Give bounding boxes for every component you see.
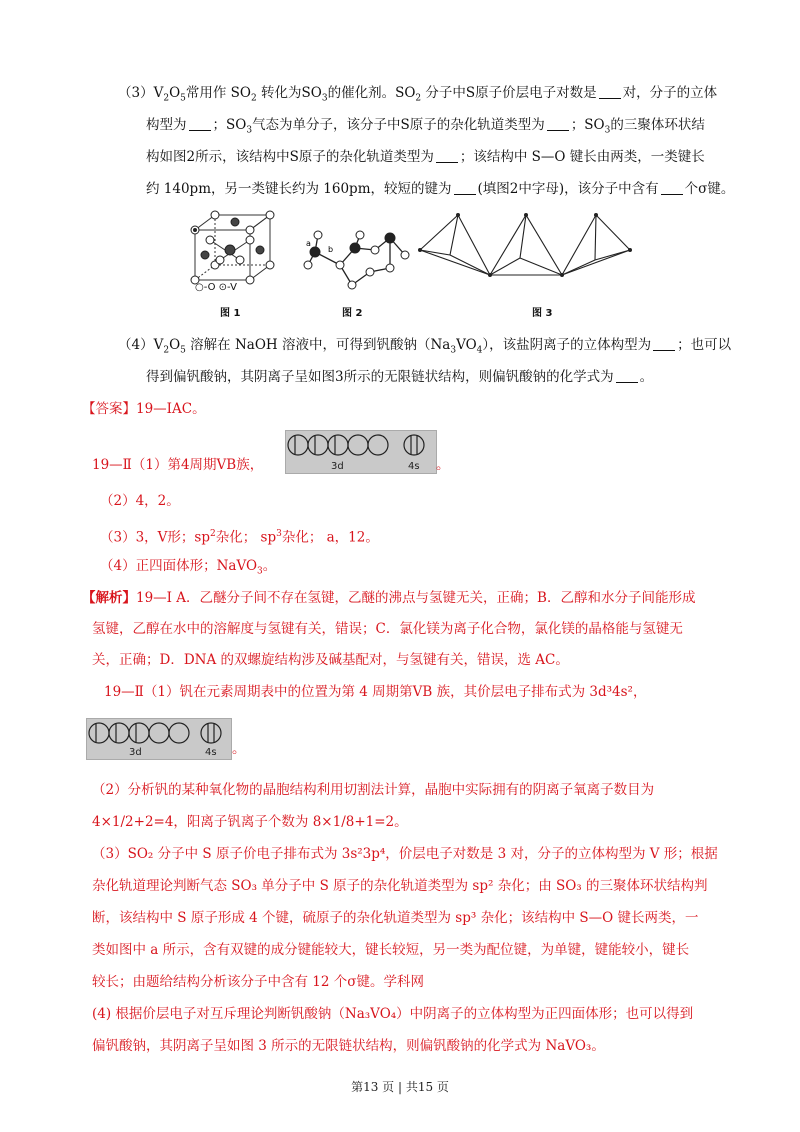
answer-blank [599, 84, 621, 99]
answer-line-4: （3）3，V形；$sp^2$杂化； $sp^3$杂化； a，12。 [100, 529, 379, 546]
fig3-label: 图 3 [532, 308, 553, 319]
answer-blank [547, 116, 569, 131]
fig1-legend: ○-O ⊙-V [195, 282, 237, 293]
answer-line-5: （4）正四面体形；NaVO$_3$。 [100, 558, 277, 577]
analysis-tag: 【解析】 [82, 590, 136, 606]
answer-blank [189, 116, 211, 131]
answer-blank [661, 180, 683, 195]
analysis-line-3: 关，正确；D．DNA 的双螺旋结构涉及碱基配对，与氢键有关，错误，选 AC。 [92, 652, 569, 668]
fig1-label: 图 1 [220, 308, 241, 319]
fig2-label-a: a [306, 239, 311, 248]
q3-line-4: 约 140pm，另一类键长约为 160pm，较短的键为 (填图2中字母)，该分子中含有 个σ键。 [146, 181, 735, 197]
orbital-3d-label: 3d [331, 461, 344, 472]
answer-line-3: （2）4，2。 [100, 493, 180, 509]
answer-blank [436, 148, 458, 163]
fig2-atoms [304, 231, 409, 289]
page-footer: 第13 页 | 共15 页 [351, 1080, 449, 1094]
answer-tag: 【答案】 [82, 401, 136, 417]
analysis-line-9: 杂化轨道理论判断气态 SO₃ 单分子中 S 原子的杂化轨道类型为 sp² 杂化；由 SO₃ 的三聚体环状结构判 [92, 878, 708, 894]
analysis-line-12: 较长；由题给结构分析该分子中含有 12 个σ键。学科网 [92, 974, 424, 990]
analysis-line-2: 氢键，乙醇在水中的溶解度与氢键有关，错误；C．氯化镁为离子化合物，氯化镁的晶格能与氢键无 [92, 621, 683, 637]
analysis-line-8: （3）SO₂ 分子中 S 原子价电子排布式为 3s²3p⁴，价层电子对数是 3 对，分子的立体构型为 V 形；根据 [92, 846, 718, 862]
orbital-4s-label-2: 4s [205, 747, 217, 758]
q4-line-2: 得到偏钒酸钠，其阴离子呈如图3所示的无限链状结构，则偏钒酸钠的化学式为 。 [146, 369, 654, 385]
fig2-label-b: b [328, 245, 334, 254]
analysis-line-4: 19—Ⅱ（1）钒在元素周期表中的位置为第 4 周期第ⅤB 族，其价层电子排布式为 3d³4s²， [104, 684, 647, 700]
analysis-orbital-diagram [86, 718, 232, 760]
answer-line-2-end: 。 [436, 457, 450, 473]
answer-blank [653, 336, 675, 351]
answer-orbital-diagram [285, 430, 437, 474]
analysis-line-11: 类如图中 a 所示，含有双键的成分键能较大，键长较短，另一类为配位键，为单键，键能较小，键长 [92, 942, 690, 958]
analysis-line-10: 断，该结构中 S 原子形成 4 个键，硫原子的杂化轨道类型为 sp³ 杂化；该结构中 S—O 键长两类，一 [92, 910, 699, 926]
fig3-chain [420, 215, 630, 275]
analysis-line-6: （2）分析钒的某种氧化物的晶胞结构利用切割法计算，晶胞中实际拥有的阴离子氧离子数目为 [92, 782, 655, 798]
answer-line-2: 19—Ⅱ（1）第4周期ⅤB族， [92, 457, 264, 473]
answer-blank [616, 368, 638, 383]
answer-line-1: 【答案】19—ⅠAC。 [82, 401, 206, 417]
analysis-line-5: 。 [232, 741, 246, 757]
analysis-line-1: 【解析】19—Ⅰ A．乙醚分子间不存在氢键，乙醚的沸点与氢键无关，正确；B．乙醇和水分子间能形成 [82, 590, 696, 606]
analysis-line-7: 4×1/2+2=4，阳离子钒离子个数为 8×1/8+1=2。 [92, 814, 408, 830]
orbital-3d-label-2: 3d [129, 747, 142, 758]
analysis-line-13: (4) 根据价层电子对互斥理论判断钒酸钠（Na₃VO₄）中阴离子的立体构型为正四面体形；也可以得到 [92, 1006, 694, 1022]
q3-line-2: 构型为 ；$SO_3$气态为单分子，该分子中S原子的杂化轨道类型为 ；$SO_3$的三聚体环状结 [146, 117, 705, 136]
fig2-label: 图 2 [342, 308, 363, 319]
q3-line-3: 构如图2所示，该结构中S原子的杂化轨道类型为 ；该结构中 S—O 键长由两类，一类键长 [146, 149, 705, 165]
orbital-boxes-2 [87, 719, 231, 759]
answer-blank [454, 180, 476, 195]
structure-figures [190, 210, 645, 320]
orbital-4s-label: 4s [408, 461, 420, 472]
analysis-line-14: 偏钒酸钠，其阴离子呈如图 3 所示的无限链状结构，则偏钒酸钠的化学式为 NaVO₃。 [92, 1038, 605, 1054]
q4-line-1: $(4)V_2O_5$ 溶解在 NaOH 溶液中，可得到钒酸钠$(Na_3VO_4)$，该盐阴离子的立体构型为 ；也可以 [118, 337, 732, 356]
figures-row [190, 210, 645, 320]
orbital-boxes [286, 431, 436, 473]
q3-line-1: $(3)V_2O_5$常用作 $SO_2$ 转化为$SO_3$的催化剂。$SO_2$ 分子中S原子价层电子对数是 对，分子的立体 [118, 85, 718, 104]
